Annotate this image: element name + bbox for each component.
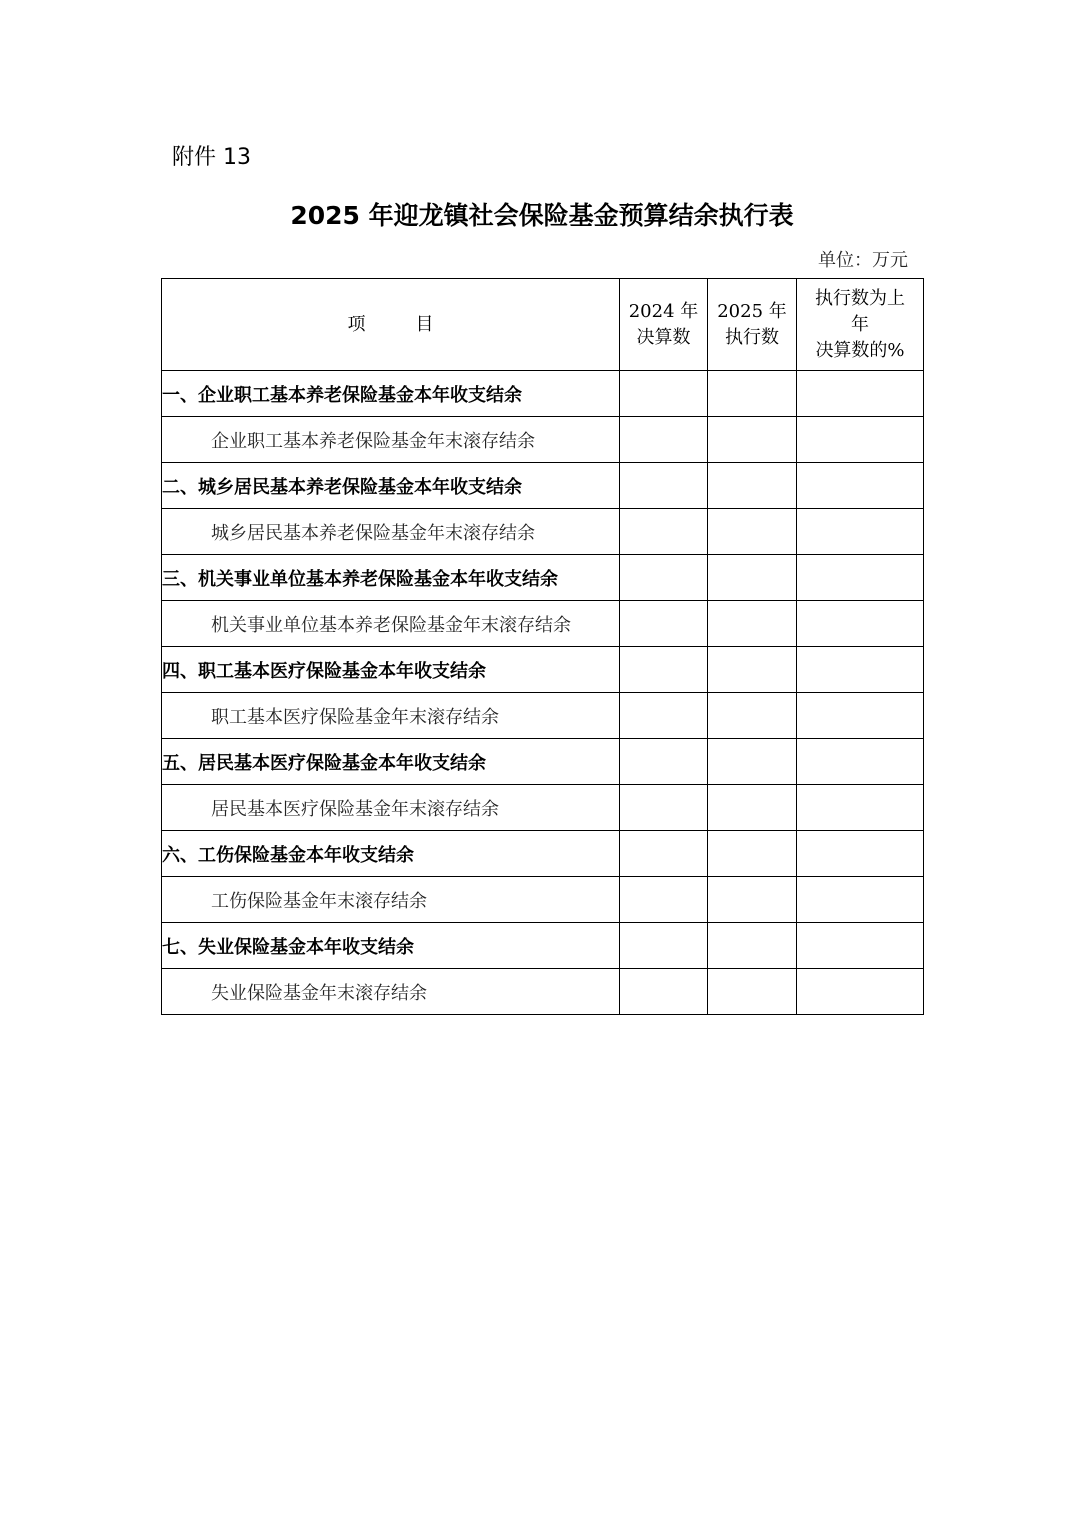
- unit-label: 单位：万元: [818, 250, 908, 271]
- cell-2024-final: [620, 417, 708, 463]
- row-label: 居民基本医疗保险基金年末滚存结余: [162, 785, 620, 831]
- header-2024-line2: 决算数: [636, 326, 691, 348]
- cell-exec-percent: [797, 785, 924, 831]
- cell-exec-percent: [797, 509, 924, 555]
- table-row: [162, 647, 924, 693]
- header-item: [162, 279, 620, 371]
- cell-exec-percent: [797, 693, 924, 739]
- cell-exec-percent: [797, 417, 924, 463]
- cell-exec-percent: [797, 601, 924, 647]
- table-row: [162, 877, 924, 923]
- row-label: 二、城乡居民基本养老保险基金本年收支结余: [162, 463, 620, 509]
- cell-2025-exec: [708, 739, 797, 785]
- cell-2024-final: [620, 371, 708, 417]
- cell-2025-exec: [708, 831, 797, 877]
- header-2024-line1: 2024 年: [628, 300, 699, 322]
- row-label: 城乡居民基本养老保险基金年末滚存结余: [162, 509, 620, 555]
- table-row: [162, 785, 924, 831]
- header-exec-percent: [797, 279, 924, 371]
- cell-exec-percent: [797, 463, 924, 509]
- header-percent-line1: 执行数为上: [815, 287, 905, 309]
- table-row: [162, 601, 924, 647]
- cell-exec-percent: [797, 877, 924, 923]
- header-percent-line3: 决算数的%: [815, 339, 905, 361]
- cell-exec-percent: [797, 647, 924, 693]
- table-row: [162, 693, 924, 739]
- cell-2024-final: [620, 463, 708, 509]
- table-header-row: [162, 279, 924, 371]
- cell-2024-final: [620, 601, 708, 647]
- table-row: [162, 555, 924, 601]
- cell-2024-final: [620, 693, 708, 739]
- cell-2025-exec: [708, 647, 797, 693]
- cell-exec-percent: [797, 555, 924, 601]
- cell-exec-percent: [797, 739, 924, 785]
- cell-2025-exec: [708, 463, 797, 509]
- row-label: 五、居民基本医疗保险基金本年收支结余: [162, 739, 620, 785]
- cell-2024-final: [620, 831, 708, 877]
- cell-exec-percent: [797, 831, 924, 877]
- table-row: [162, 969, 924, 1015]
- cell-2024-final: [620, 785, 708, 831]
- table-row: [162, 923, 924, 969]
- cell-2025-exec: [708, 371, 797, 417]
- budget-balance-table: [161, 278, 924, 1015]
- cell-exec-percent: [797, 969, 924, 1015]
- cell-2025-exec: [708, 601, 797, 647]
- cell-2025-exec: [708, 923, 797, 969]
- cell-2024-final: [620, 739, 708, 785]
- cell-exec-percent: [797, 923, 924, 969]
- cell-2025-exec: [708, 555, 797, 601]
- cell-2025-exec: [708, 417, 797, 463]
- cell-2024-final: [620, 555, 708, 601]
- header-item-char-1: 项: [347, 313, 366, 335]
- row-label: 四、职工基本医疗保险基金本年收支结余: [162, 647, 620, 693]
- table-row: [162, 417, 924, 463]
- row-label: 六、工伤保险基金本年收支结余: [162, 831, 620, 877]
- header-2025-line1: 2025 年: [717, 300, 787, 322]
- cell-2024-final: [620, 923, 708, 969]
- row-label: 失业保险基金年末滚存结余: [162, 969, 620, 1015]
- row-label: 职工基本医疗保险基金年末滚存结余: [162, 693, 620, 739]
- row-label: 三、机关事业单位基本养老保险基金本年收支结余: [162, 555, 620, 601]
- cell-2024-final: [620, 509, 708, 555]
- cell-2024-final: [620, 647, 708, 693]
- cell-2025-exec: [708, 969, 797, 1015]
- cell-2025-exec: [708, 509, 797, 555]
- table-row: [162, 831, 924, 877]
- table-row: [162, 739, 924, 785]
- cell-exec-percent: [797, 371, 924, 417]
- table-row: [162, 509, 924, 555]
- cell-2025-exec: [708, 693, 797, 739]
- row-label: 工伤保险基金年末滚存结余: [162, 877, 620, 923]
- header-2025-line2: 执行数: [725, 326, 779, 348]
- header-2025-exec: [708, 279, 797, 371]
- attachment-label: 附件 13: [172, 145, 251, 170]
- table-row: [162, 371, 924, 417]
- header-2024-final: [620, 279, 708, 371]
- cell-2025-exec: [708, 785, 797, 831]
- row-label: 机关事业单位基本养老保险基金年末滚存结余: [162, 601, 620, 647]
- row-label: 一、企业职工基本养老保险基金本年收支结余: [162, 371, 620, 417]
- cell-2024-final: [620, 969, 708, 1015]
- table-row: [162, 463, 924, 509]
- row-label: 七、失业保险基金本年收支结余: [162, 923, 620, 969]
- cell-2025-exec: [708, 877, 797, 923]
- header-percent-line2: 年: [851, 313, 869, 335]
- row-label: 企业职工基本养老保险基金年末滚存结余: [162, 417, 620, 463]
- page-title: 2025 年迎龙镇社会保险基金预算结余执行表: [290, 201, 794, 230]
- header-item-char-2: 目: [415, 313, 434, 335]
- cell-2024-final: [620, 877, 708, 923]
